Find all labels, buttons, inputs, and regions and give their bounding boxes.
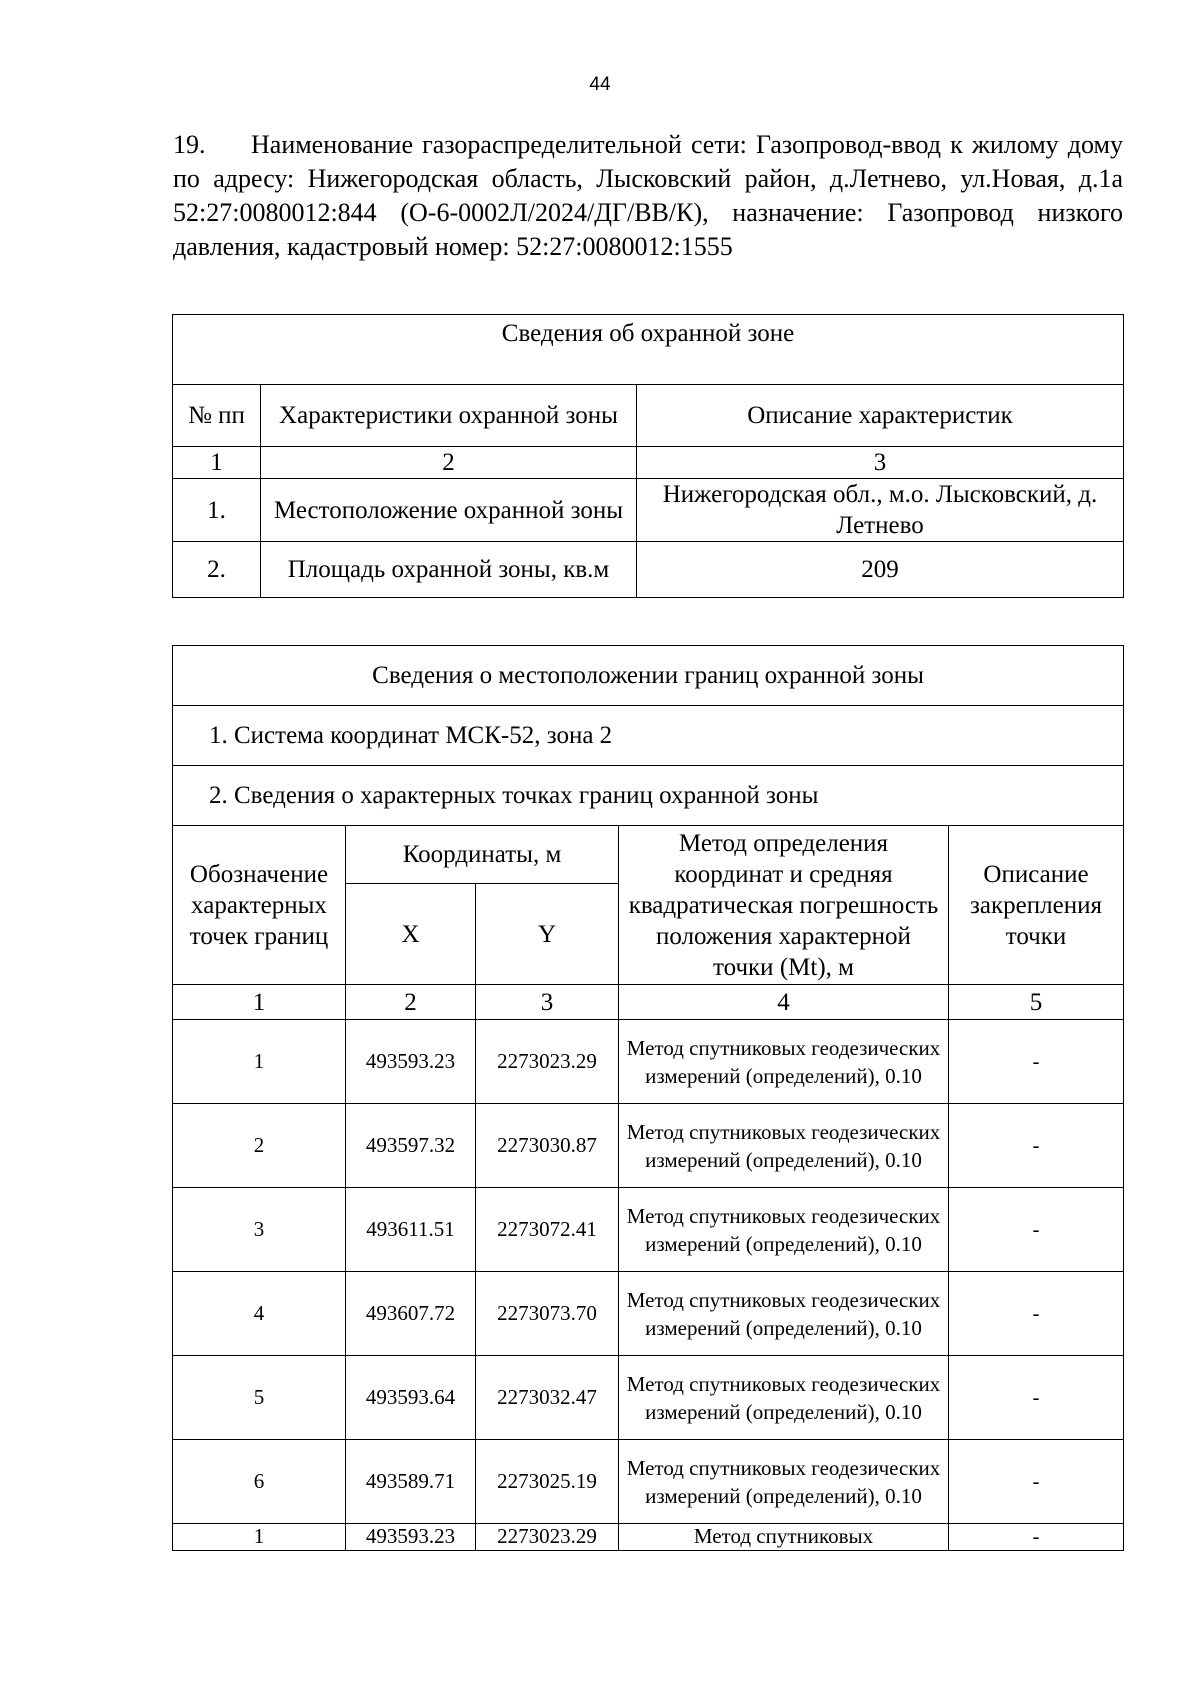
coord-x: 493597.32 — [346, 1104, 476, 1188]
table-row — [173, 1104, 1124, 1188]
table-row — [173, 1188, 1124, 1272]
fixing: - — [949, 1272, 1124, 1356]
fixing: - — [949, 1440, 1124, 1524]
method: Метод спутниковых — [619, 1524, 949, 1551]
coord-x: 493593.23 — [346, 1020, 476, 1104]
index-cell: 1 — [173, 985, 346, 1020]
coord-y: 2273025.19 — [476, 1440, 619, 1524]
header-point: Обозначение характерных точек границ — [173, 826, 346, 985]
header-method: Метод определения координат и средняя квадратическая погрешность положения характерной точки (Mt), м — [619, 826, 949, 985]
header-coordinates: Координаты, м — [346, 826, 619, 884]
method: Метод спутниковых геодезических измерений (определений), 0.10 — [619, 1020, 949, 1104]
coord-x: 493593.23 — [346, 1524, 476, 1551]
index-cell: 3 — [476, 985, 619, 1020]
method: Метод спутниковых геодезических измерений (определений), 0.10 — [619, 1188, 949, 1272]
intro-text: Наименование газораспределительной сети: Газопровод-ввод к жилому дому по адресу: Нижегородская область, Лысковский район, д.Летнево, ул.Новая, д.1а 52:27:0080012:844 (О-6-0002Л/2024/ДГ/ВВ/К), назначение: Газопровод низкого давления, кадастровый номер: 52:27:0080012:1555 — [173, 130, 1123, 261]
method: Метод спутниковых геодезических измерений (определений), 0.10 — [619, 1104, 949, 1188]
index-cell: 3 — [637, 447, 1124, 479]
table-row — [173, 1272, 1124, 1356]
point-id: 2 — [173, 1104, 346, 1188]
point-id: 4 — [173, 1272, 346, 1356]
table-row — [173, 1524, 1124, 1551]
item-number: 19. — [173, 130, 206, 159]
header-description: Описание характеристик — [637, 385, 1124, 447]
header-x: X — [346, 884, 476, 985]
header-num: № пп — [173, 385, 261, 447]
coord-y: 2273032.47 — [476, 1356, 619, 1440]
index-cell: 1 — [173, 447, 261, 479]
row-description: Нижегородская обл., м.о. Лысковский, д. Летнево — [637, 479, 1124, 542]
protection-zone-table — [172, 314, 1124, 598]
boundary-points-table — [172, 645, 1124, 1551]
index-cell: 2 — [346, 985, 476, 1020]
row-characteristic: Местоположение охранной зоны — [261, 479, 637, 542]
row-num: 1. — [173, 479, 261, 542]
method: Метод спутниковых геодезических измерений (определений), 0.10 — [619, 1272, 949, 1356]
table-row — [173, 1020, 1124, 1104]
fixing: - — [949, 1020, 1124, 1104]
table-row — [173, 542, 1124, 598]
header-y: Y — [476, 884, 619, 985]
table-row — [173, 1356, 1124, 1440]
bounds-table-title: Сведения о местоположении границ охранной зоны — [173, 646, 1124, 706]
coord-y: 2273023.29 — [476, 1020, 619, 1104]
coord-y: 2273073.70 — [476, 1272, 619, 1356]
point-id: 3 — [173, 1188, 346, 1272]
index-cell: 4 — [619, 985, 949, 1020]
table-row — [173, 479, 1124, 542]
point-id: 1 — [173, 1524, 346, 1551]
row-characteristic: Площадь охранной зоны, кв.м — [261, 542, 637, 598]
row-description: 209 — [637, 542, 1124, 598]
coord-y: 2273030.87 — [476, 1104, 619, 1188]
coord-x: 493589.71 — [346, 1440, 476, 1524]
point-id: 6 — [173, 1440, 346, 1524]
intro-paragraph — [173, 128, 1123, 264]
page-number: 44 — [589, 74, 611, 95]
coord-x: 493607.72 — [346, 1272, 476, 1356]
fixing: - — [949, 1524, 1124, 1551]
method: Метод спутниковых геодезических измерений (определений), 0.10 — [619, 1356, 949, 1440]
index-cell: 5 — [949, 985, 1124, 1020]
coordinate-system: 1. Система координат МСК-52, зона 2 — [173, 706, 1124, 766]
point-id: 1 — [173, 1020, 346, 1104]
point-id: 5 — [173, 1356, 346, 1440]
fixing: - — [949, 1188, 1124, 1272]
coord-y: 2273072.41 — [476, 1188, 619, 1272]
method: Метод спутниковых геодезических измерений (определений), 0.10 — [619, 1440, 949, 1524]
index-cell: 2 — [261, 447, 637, 479]
points-section-title: 2. Сведения о характерных точках границ охранной зоны — [173, 766, 1124, 826]
header-fixing: Описание закрепления точки — [949, 826, 1124, 985]
row-num: 2. — [173, 542, 261, 598]
table-row — [173, 1440, 1124, 1524]
header-characteristic: Характеристики охранной зоны — [261, 385, 637, 447]
fixing: - — [949, 1104, 1124, 1188]
coord-x: 493593.64 — [346, 1356, 476, 1440]
coord-x: 493611.51 — [346, 1188, 476, 1272]
fixing: - — [949, 1356, 1124, 1440]
zone-table-title: Сведения об охранной зоне — [173, 315, 1124, 385]
coord-y: 2273023.29 — [476, 1524, 619, 1551]
